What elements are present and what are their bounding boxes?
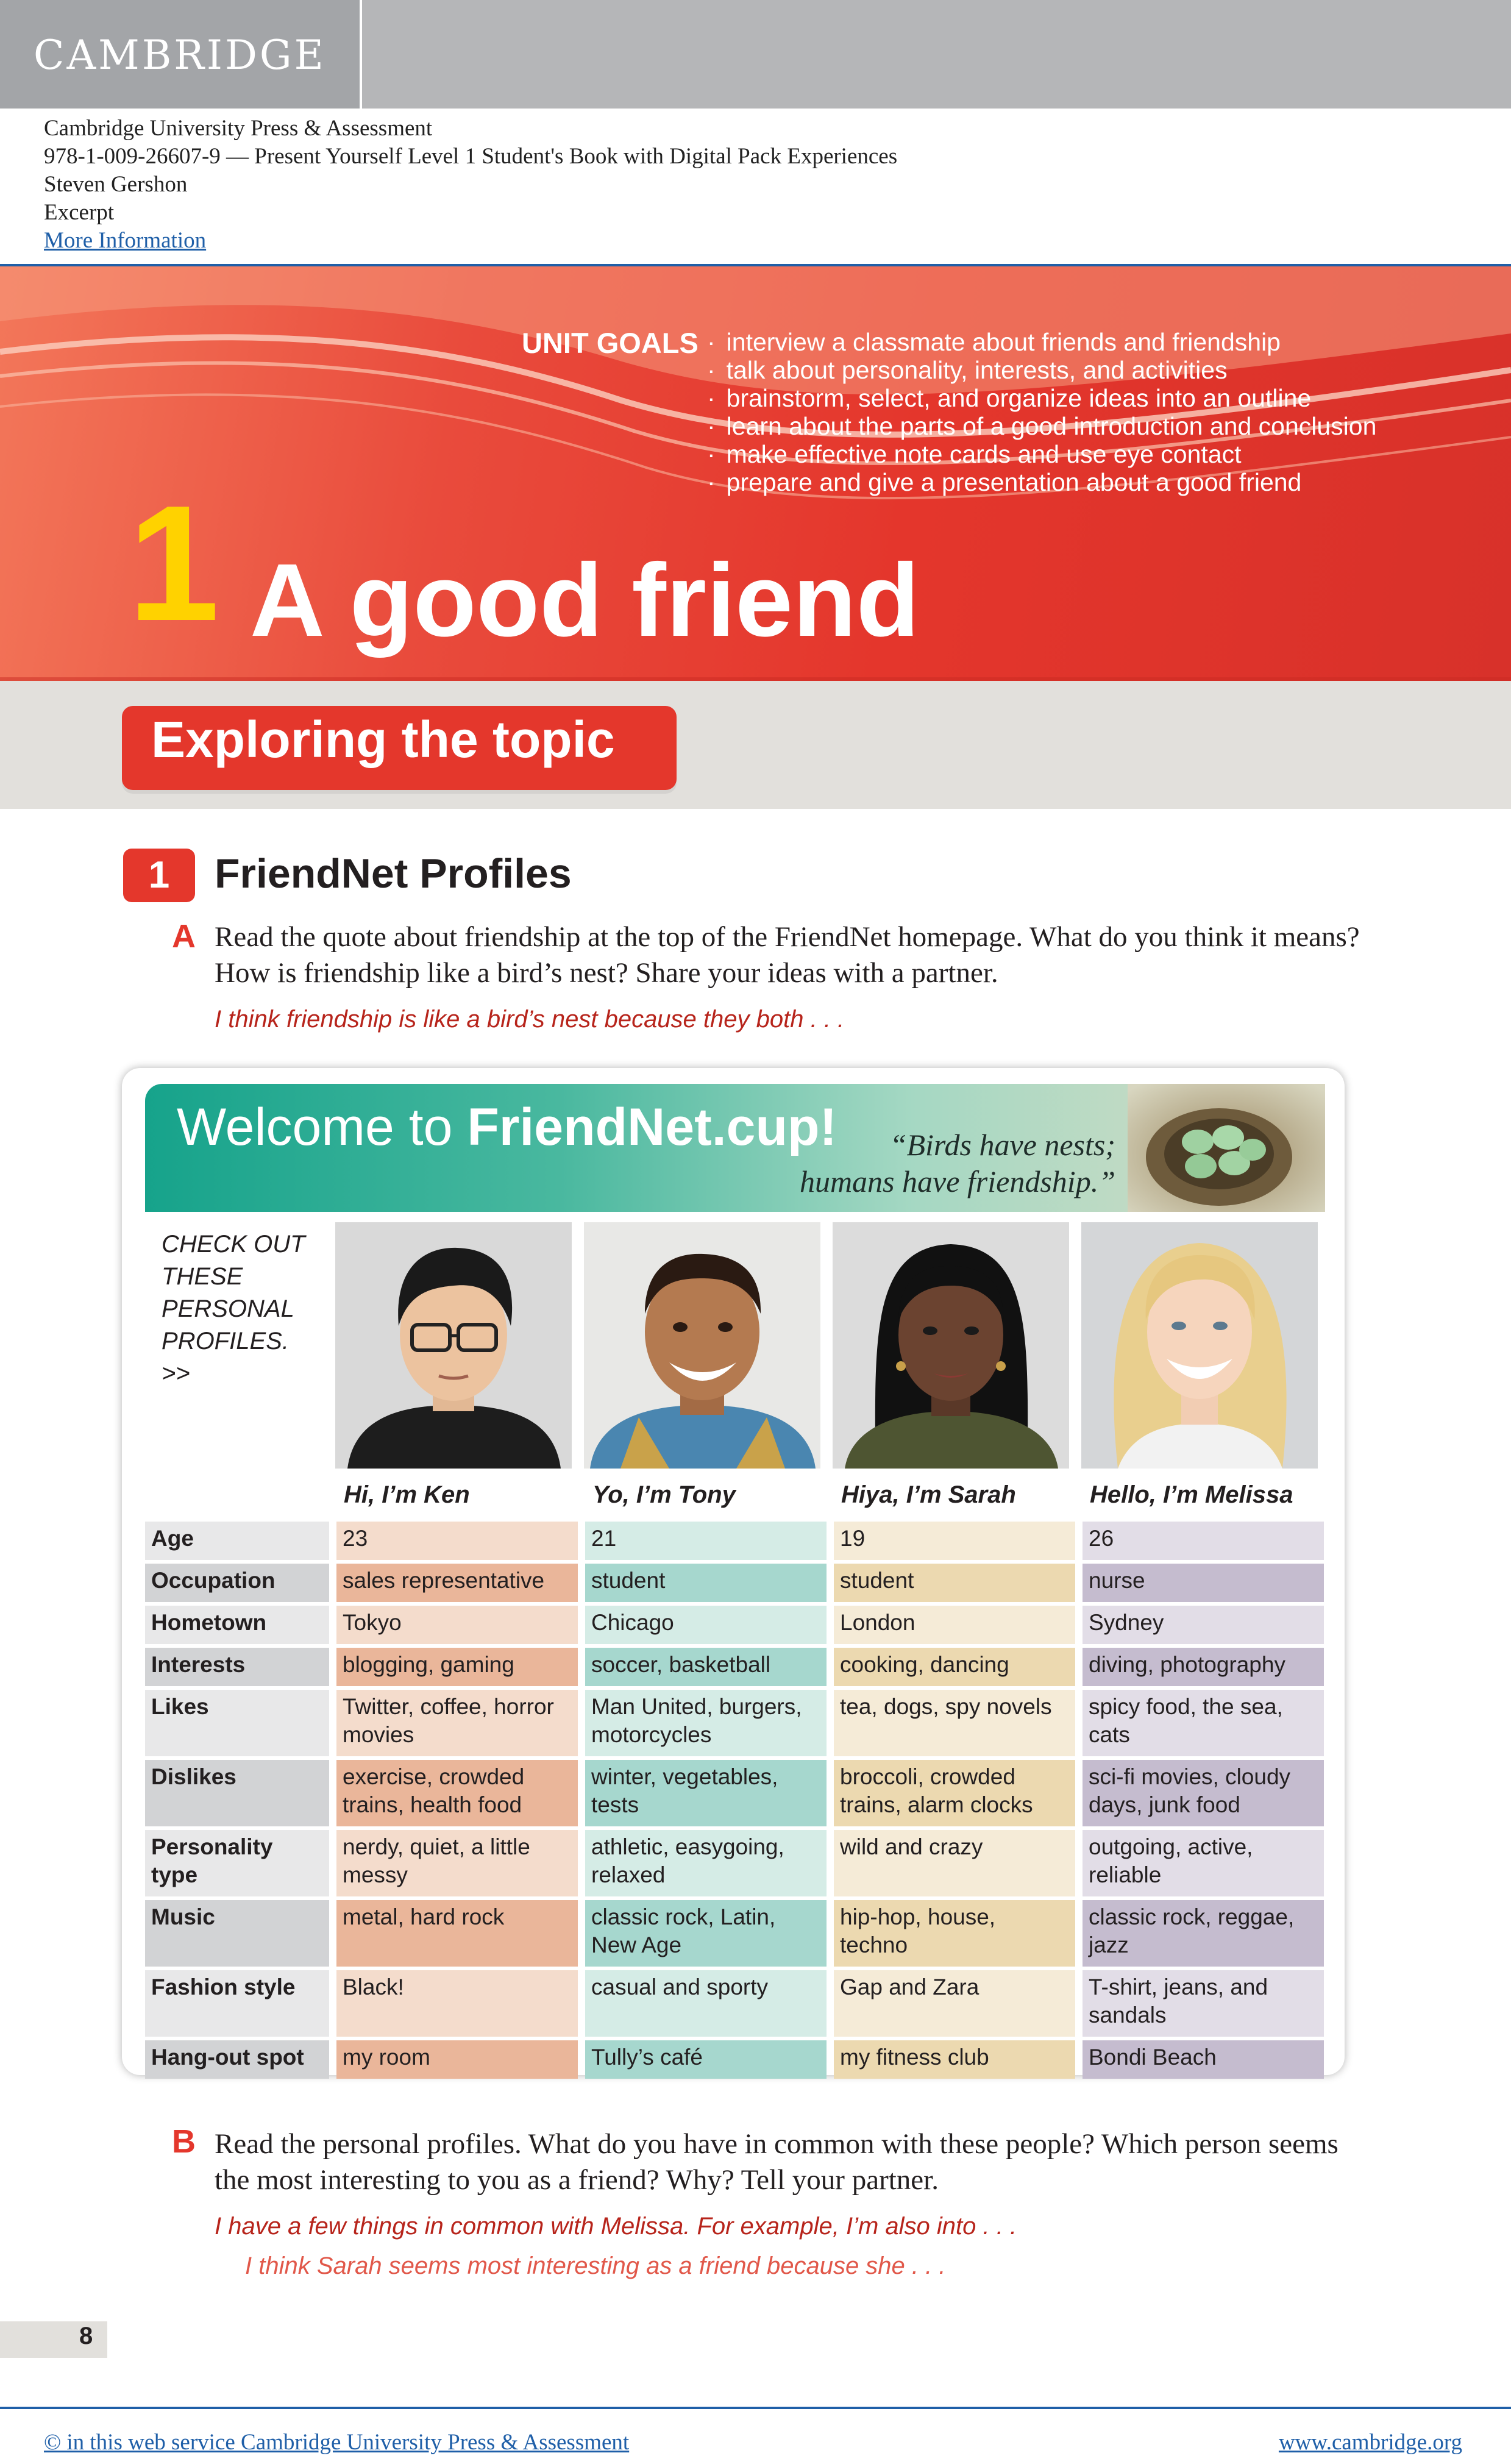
site-name: FriendNet.cup! (467, 1098, 837, 1156)
table-cell: outgoing, active, reliable (1083, 1830, 1324, 1896)
part-a-letter: A (172, 918, 196, 955)
table-cell: T-shirt, jeans, and sandals (1083, 1970, 1324, 2037)
table-cell: classic rock, reggae, jazz (1083, 1900, 1324, 1967)
table-cell: Gap and Zara (834, 1970, 1075, 2037)
checkout-line: PROFILES. (162, 1328, 289, 1355)
table-cell: sci-fi movies, cloudy days, junk food (1083, 1760, 1324, 1826)
goal-item: · make effective note cards and use eye contact (707, 440, 1376, 468)
bird-nest-image (1128, 1084, 1325, 1212)
table-row (145, 1606, 1324, 1644)
table-cell: blogging, gaming (336, 1648, 578, 1686)
goal-item: · interview a classmate about friends and friendship (707, 328, 1376, 356)
table-cell: my fitness club (834, 2040, 1075, 2079)
table-row (145, 1970, 1324, 2037)
tony-photo (584, 1222, 820, 1469)
checkout-arrow: >> (162, 1360, 190, 1387)
copyright-link[interactable]: © in this web service Cambridge University Press & Assessment (44, 2430, 630, 2455)
table-cell: Tully’s café (585, 2040, 827, 2079)
more-information-link[interactable]: More Information (44, 228, 207, 253)
table-row (145, 1648, 1324, 1686)
cambridge-website-link[interactable]: www.cambridge.org (1278, 2430, 1462, 2455)
part-a-instructions: Read the quote about friendship at the top of the FriendNet homepage. What do you think it means? How is friendship like a bird’s nest? Share your ideas with a partner. (215, 921, 1360, 989)
table-cell: Bondi Beach (1083, 2040, 1324, 2079)
table-row (145, 1690, 1324, 1756)
profiles-table (138, 1518, 1331, 2082)
table-cell: my room (336, 2040, 578, 2079)
table-cell: Man United, burgers, motorcycles (585, 1690, 827, 1756)
row-label: Fashion style (145, 1970, 329, 2037)
row-label: Music (145, 1900, 329, 1967)
checkout-line: THESE (162, 1263, 243, 1290)
page-number: 8 (79, 2323, 93, 2349)
row-label: Personality type (145, 1830, 329, 1896)
melissa-photo (1081, 1222, 1318, 1469)
tony-greeting: Yo, I’m Tony (592, 1481, 736, 1508)
table-cell: cooking, dancing (834, 1648, 1075, 1686)
row-label: Interests (145, 1648, 329, 1686)
table-cell: spicy food, the sea, cats (1083, 1690, 1324, 1756)
table-cell: student (585, 1564, 827, 1602)
table-cell: soccer, basketball (585, 1648, 827, 1686)
isbn-title: 978-1-009-26607-9 — Present Yourself Level 1 Student's Book with Digital Pack Experiences (44, 144, 898, 169)
row-label: Occupation (145, 1564, 329, 1602)
table-cell: athletic, easygoing, relaxed (585, 1830, 827, 1896)
table-cell: broccoli, crowded trains, alarm clocks (834, 1760, 1075, 1826)
table-cell: hip-hop, house, techno (834, 1900, 1075, 1967)
table-cell: nurse (1083, 1564, 1324, 1602)
table-cell: London (834, 1606, 1075, 1644)
table-cell: classic rock, Latin, New Age (585, 1900, 827, 1967)
table-cell: tea, dogs, spy novels (834, 1690, 1075, 1756)
checkout-line: CHECK OUT (162, 1231, 305, 1258)
part-b-model-sentence-1: I have a few things in common with Melissa. For example, I’m also into . . . (215, 2213, 1017, 2240)
table-cell: nerdy, quiet, a little messy (336, 1830, 578, 1896)
ken-greeting: Hi, I’m Ken (344, 1481, 470, 1508)
cambridge-logo[interactable]: CAMBRIDGE (34, 32, 326, 79)
melissa-greeting: Hello, I’m Melissa (1090, 1481, 1293, 1508)
table-cell: Sydney (1083, 1606, 1324, 1644)
quote-line: humans have friendship.” (799, 1164, 1115, 1198)
row-label: Age (145, 1522, 329, 1560)
table-cell: exercise, crowded trains, health food (336, 1760, 578, 1826)
row-label: Hang-out spot (145, 2040, 329, 2079)
sarah-greeting: Hiya, I’m Sarah (841, 1481, 1016, 1508)
sarah-photo (833, 1222, 1069, 1469)
part-b-model-sentence-2: I think Sarah seems most interesting as a friend because she . . . (245, 2252, 946, 2279)
table-cell: diving, photography (1083, 1648, 1324, 1686)
table-cell: student (834, 1564, 1075, 1602)
table-cell: wild and crazy (834, 1830, 1075, 1896)
row-label: Likes (145, 1690, 329, 1756)
table-cell: Black! (336, 1970, 578, 2037)
author: Steven Gershon (44, 172, 188, 197)
part-a-model-sentence: I think friendship is like a bird’s nest because they both . . . (215, 1006, 845, 1033)
checkout-line: PERSONAL (162, 1295, 294, 1322)
check-out-profiles-label (162, 1228, 305, 1390)
table-cell: 26 (1083, 1522, 1324, 1560)
table-cell: 19 (834, 1522, 1075, 1560)
table-cell: Twitter, coffee, horror movies (336, 1690, 578, 1756)
unit-title: A good friend (250, 543, 920, 658)
quote-line: “Birds have nests; (889, 1128, 1115, 1162)
table-cell: metal, hard rock (336, 1900, 578, 1967)
table-cell: 21 (585, 1522, 827, 1560)
table-row (145, 1760, 1324, 1826)
row-label: Hometown (145, 1606, 329, 1644)
welcome-text: Welcome to (177, 1098, 468, 1156)
goal-item: · learn about the parts of a good introduction and conclusion (707, 412, 1376, 440)
ken-photo (335, 1222, 572, 1469)
friendnet-welcome (177, 1097, 837, 1158)
unit-goals-label: UNIT GOALS (522, 327, 699, 359)
publisher-name: Cambridge University Press & Assessment (44, 116, 433, 141)
part-b-letter: B (172, 2123, 196, 2160)
excerpt-label: Excerpt (44, 200, 115, 225)
table-row (145, 1900, 1324, 1967)
goal-item: · talk about personality, interests, and activities (707, 356, 1376, 384)
unit-number: 1 (128, 472, 220, 655)
exploring-title: Exploring the topic (151, 711, 615, 768)
table-row (145, 1830, 1324, 1896)
goal-item: · brainstorm, select, and organize ideas into an outline (707, 384, 1376, 412)
goal-item: · prepare and give a presentation about a good friend (707, 468, 1376, 496)
table-cell: 23 (336, 1522, 578, 1560)
exercise-title: FriendNet Profiles (215, 850, 572, 897)
table-cell: casual and sporty (585, 1970, 827, 2037)
table-row (145, 1564, 1324, 1602)
table-cell: sales representative (336, 1564, 578, 1602)
exercise-number-badge: 1 (123, 849, 195, 902)
table-cell: Chicago (585, 1606, 827, 1644)
table-cell: Tokyo (336, 1606, 578, 1644)
footer-divider (0, 2407, 1511, 2409)
friendship-quote (774, 1127, 1115, 1200)
table-row (145, 2040, 1324, 2079)
table-cell: winter, vegetables, tests (585, 1760, 827, 1826)
table-row (145, 1522, 1324, 1560)
row-label: Dislikes (145, 1760, 329, 1826)
part-b-instructions: Read the personal profiles. What do you have in common with these people? Which person seems the most interesting to you as a friend? Why? Tell your partner. (215, 2128, 1339, 2196)
unit-goals-list (707, 328, 1376, 496)
